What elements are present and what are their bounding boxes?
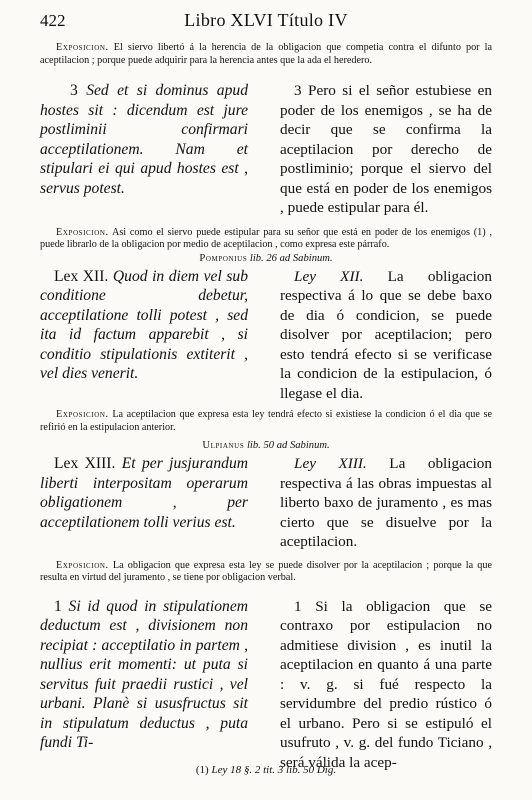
spanish-text: La obligacion respectiva á las obras impuestas al liberto baxo de juramento , es mas cierto que se disuelve por la aceptilacion.: [280, 455, 492, 550]
footnote: [0, 764, 532, 776]
page-number: 422: [40, 11, 66, 30]
latin-column: [40, 81, 248, 218]
paragraph-number: 1: [54, 597, 62, 615]
spanish-column: [280, 454, 492, 552]
exposicion-text: La aceptilacion que expresa esta ley tendrá efecto si existiese la condicion ó el dia que se refirió en la estipulacion anterior.: [40, 409, 492, 433]
running-header: [40, 10, 492, 38]
latin-text: Quod in diem vel sub conditione debetur, acceptilatione tolli potest , sed ita id factum apparebit , si conditio stipulationis extiterit , vel dies venerit.: [40, 267, 248, 382]
lex-12: [40, 267, 492, 404]
lex-heading: Lex XII.: [54, 267, 109, 285]
paragraph-number: 1: [294, 597, 302, 615]
exposicion-label: Exposicion.: [56, 226, 109, 238]
exposicion-1: [40, 42, 492, 67]
section-1: [40, 597, 492, 773]
source-reference: lib. 50 ad Sabinum.: [246, 440, 330, 451]
latin-text: Sed et si dominus apud hostes sit : dicendum est jure postliminii confirmari acceptilationem. Nam et stipulari ei qui apud hostes est , servus potest.: [40, 82, 248, 197]
latin-column: [40, 267, 248, 404]
spanish-column: [280, 267, 492, 404]
latin-column: [40, 597, 248, 773]
section-3: [40, 81, 492, 218]
exposicion-text: Asi como el siervo puede estipular para su señor que está en poder de los enemigos (1) , puede librarlo de la obligacion por medio de aceptilacion , como expresa este párrafo.: [40, 226, 492, 250]
spanish-column: [280, 597, 492, 773]
exposicion-text: La obligacion que expresa esta ley se puede disolver por la aceptilacion ; porque la que resulta en virtud del juramento , se tiene por obligacion verbal.: [40, 559, 492, 583]
spanish-column: [280, 81, 492, 218]
paragraph-number: 3: [294, 82, 302, 99]
source-citation-2: [40, 440, 492, 451]
source-citation-1: [40, 253, 492, 264]
exposicion-4: [40, 560, 492, 585]
exposicion-text: El siervo libertó á la herencia de la obligacion que competia contra el difunto por la aceptilacion ; porque puede adquirir para la herencia antes que la ada el heredero.: [40, 42, 492, 66]
source-reference: lib. 26 ad Sabinum.: [249, 252, 333, 264]
paragraph-number: 3: [70, 82, 78, 99]
ley-heading: Ley XIII.: [294, 455, 367, 472]
spanish-text: Pero si el señor estubiese en poder de los enemigos , se ha de decir que se confirma la aceptilacion por derecho de postliminio; porque el siervo del que está en poder de los enemigos , puede estipular para él.: [280, 82, 492, 216]
exposicion-label: Exposicion.: [56, 409, 109, 420]
lex-heading: Lex XIII.: [54, 455, 116, 472]
ley-heading: Ley XII.: [294, 267, 364, 285]
latin-text: Si id quod in stipulationem deductum est , divisionem non recipiat : acceptilatio in partem , nullius erit momenti: ut puta si servitus fuit praedii rustici , vel urbani. Planè si ususfructus sit in stipulatum deductus , puta fundi Ti-: [40, 597, 248, 751]
exposicion-label: Exposicion.: [56, 559, 109, 571]
latin-text: Et per jusjurandum liberti interpositam operarum obligationem , per acceptilationem tolli verius est.: [40, 455, 249, 531]
lex-13: [40, 454, 492, 552]
source-author: Pomponius: [199, 252, 248, 264]
exposicion-label: Exposicion.: [56, 42, 109, 53]
footnote-reference: Ley 18 §. 2 tit. 3 lib. 50 Dig.: [211, 764, 337, 776]
latin-column: [40, 454, 248, 552]
exposicion-2: [40, 227, 492, 252]
footnote-mark: (1): [195, 764, 209, 776]
spanish-text: Si la obligacion que se contraxo por estipulacion no admitiese division , es inutil la aceptilacion en quanto á una parte : v. g. si fué respecto la servidumbre del predio rústico ó el urbano. Pero si se estipuló el usufruto , v. g. del fundo Ticiano , será válida la acep-: [280, 597, 492, 771]
exposicion-3: [40, 409, 492, 434]
spanish-text: La obligacion respectiva á lo que se debe baxo de dia ó condicion, se puede disolver por aceptilacion; pero esto tendrá efecto si se verificase la condicion de la estipulacion, ó llegase el dia.: [280, 267, 492, 402]
running-title: Libro XLVI Título IV: [184, 10, 348, 30]
source-author: Ulpianus: [202, 440, 245, 451]
